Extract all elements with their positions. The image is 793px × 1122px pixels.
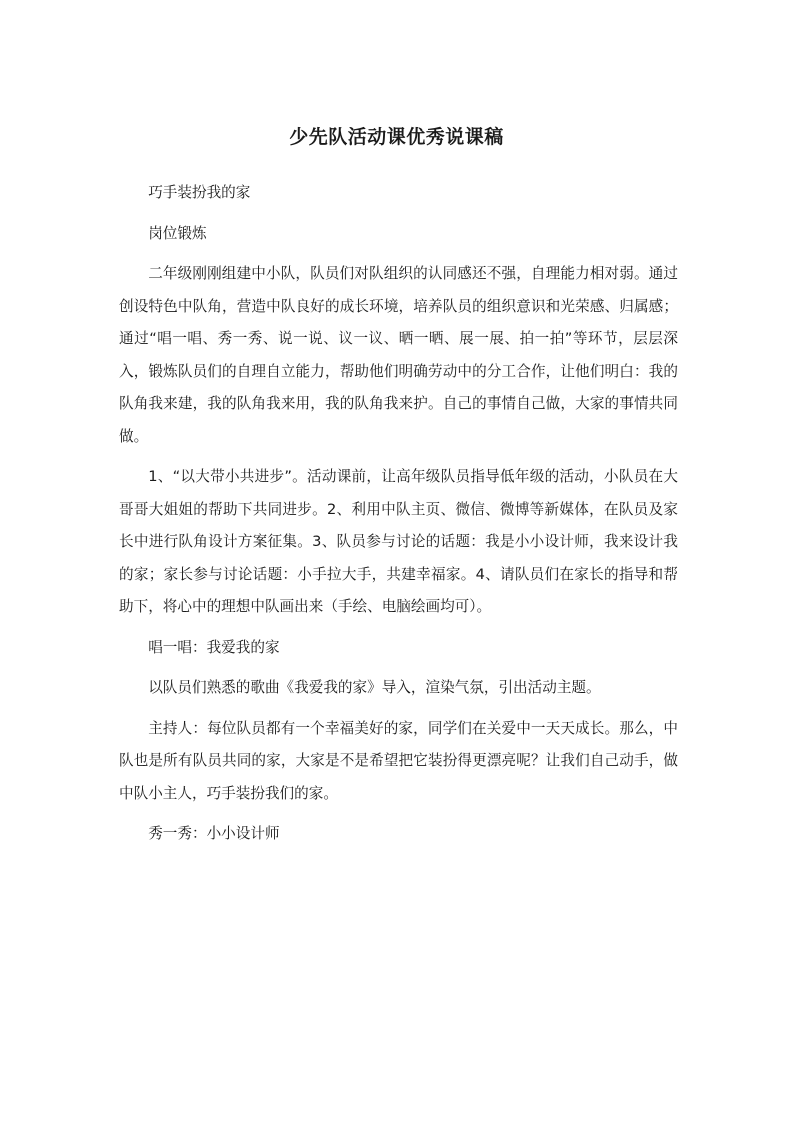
paragraph-heading-sing: 唱一唱：我爱我的家 (148, 638, 280, 656)
paragraph-sing-intro: 以队员们熟悉的歌曲《我爱我的家》导入，渲染气氛，引出活动主题。 (148, 679, 601, 696)
paragraph-background: 二年级刚刚组建中小队，队员们对队组织的认同感还不强，自理能力相对弱。通过创设特色中队角，营造中队良好的成长环境，培养队员的组织意识和光荣感、归属感；通过“唱一唱、秀一秀、说一说、议一议、晒一晒、展一展、拍一拍”等环节，层层深入，锻炼队员们的自理自立能力，帮助他们明确劳动中的分工合作，让他们明白：我的队角我来建，我的队角我来用，我的队角我来护。自己的事情自己做，大家的事情共同做。 (119, 265, 678, 445)
paragraph-heading-type: 岗位锻炼 (148, 224, 207, 242)
paragraph-heading-theme: 巧手装扮我的家 (148, 184, 251, 201)
paragraph-heading-show: 秀一秀：小小设计师 (148, 825, 280, 842)
document-body (119, 177, 678, 859)
paragraph-preparation: 1、“以大带小共进步”。活动课前，让高年级队员指导低年级的活动，小队员在大哥哥大姐姐的帮助下共同进步。2、利用中队主页、微信、微博等新媒体，在队员及家长中进行队角设计方案征集。3、队员参与讨论的话题：我是小小设计师，我来设计我的家；家长参与讨论话题：小手拉大手，共建幸福家。4、请队员们在家长的指导和帮助下，将心中的理想中队画出来（手绘、电脑绘画均可）。 (119, 468, 678, 615)
document-title: 少先队活动课优秀说课稿 (289, 126, 504, 148)
paragraph-host-speech: 主持人：每位队员都有一个幸福美好的家，同学们在关爱中一天天成长。那么，中队也是所有队员共同的家，大家是不是希望把它装扮得更漂亮呢？让我们自己动手，做中队小主人，巧手装扮我们的家。 (119, 719, 678, 802)
